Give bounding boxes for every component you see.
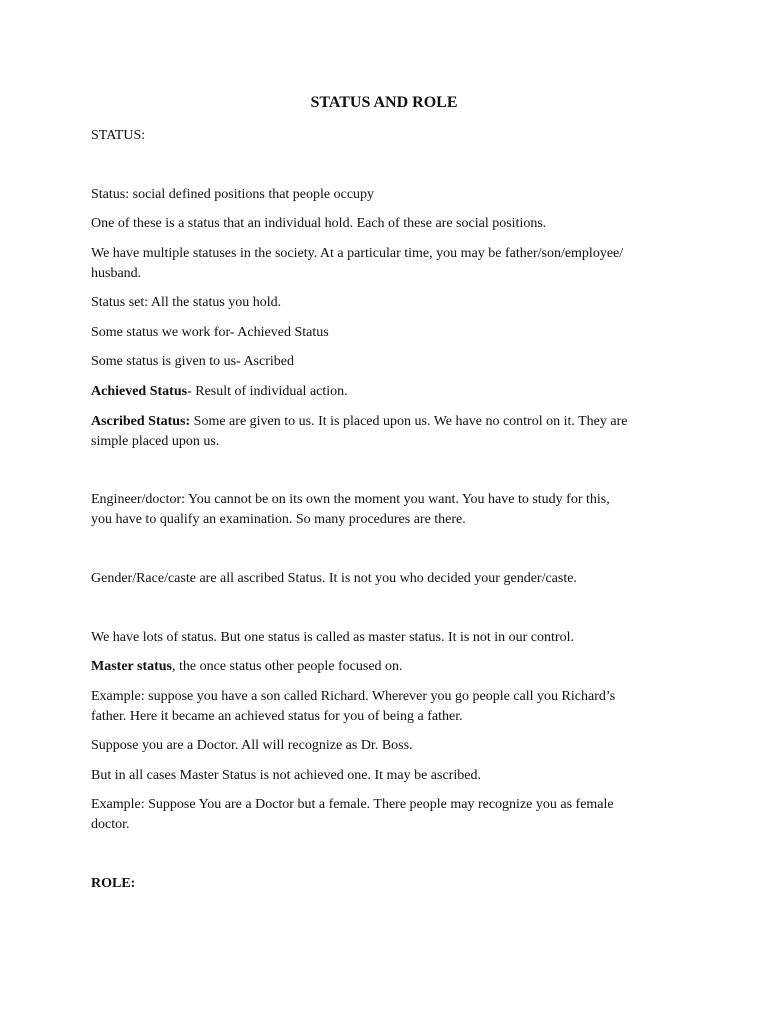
paragraph-engineer-doctor (91, 490, 681, 530)
status-heading: STATUS: (91, 128, 146, 143)
paragraph-line: Example: suppose you have a son called Richard. Wherever you go people call you Richard’s (91, 689, 616, 704)
paragraph-line: you have to qualify an examination. So many procedures are there. (91, 512, 466, 527)
paragraph-social-positions: One of these is a status that an individual hold. Each of these are social positions. (91, 216, 547, 231)
term-ascribed-status: Ascribed Status: (91, 414, 191, 429)
document-title: STATUS AND ROLE (310, 94, 458, 111)
paragraph-ascribed-intro: Some status is given to us- Ascribed (91, 354, 294, 369)
paragraph-master-status-ascribed: But in all cases Master Status is not achieved one. It may be ascribed. (91, 768, 481, 783)
paragraph-female-doctor-example (91, 795, 681, 835)
definition-text: - Result of individual action. (187, 384, 348, 399)
paragraph-master-status-intro: We have lots of status. But one status is called as master status. It is not in our control. (91, 630, 574, 645)
paragraph-master-status (91, 657, 681, 677)
paragraph-example-richard (91, 687, 681, 727)
paragraph-status-set: Status set: All the status you hold. (91, 295, 282, 310)
paragraph-achieved-status-intro: Some status we work for- Achieved Status (91, 325, 329, 340)
term-master-status: Master status (91, 659, 173, 674)
paragraph-line: We have multiple statuses in the society. At a particular time, you may be father/son/employee/ (91, 246, 624, 261)
paragraph-doctor-example: Suppose you are a Doctor. All will recognize as Dr. Boss. (91, 738, 413, 753)
paragraph-gender-race-caste: Gender/Race/caste are all ascribed Status. It is not you who decided your gender/caste. (91, 571, 577, 586)
term-achieved-status: Achieved Status (91, 384, 188, 399)
paragraph-line: father. Here it became an achieved status for you of being a father. (91, 709, 463, 724)
paragraph-line: doctor. (91, 817, 130, 832)
paragraph-line: simple placed upon us. (91, 434, 220, 449)
paragraph-line: Engineer/doctor: You cannot be on its own the moment you want. You have to study for this, (91, 492, 610, 507)
definition-text: Some are given to us. It is placed upon us. We have no control on it. They are (190, 414, 628, 429)
paragraph-line: husband. (91, 266, 142, 281)
definition-text: , the once status other people focused on. (172, 659, 403, 674)
paragraph-ascribed-status (91, 412, 681, 452)
paragraph-line: Example: Suppose You are a Doctor but a female. There people may recognize you as female (91, 797, 614, 812)
paragraph-multiple-statuses (91, 244, 681, 284)
role-heading: ROLE: (91, 876, 136, 891)
paragraph-status-definition: Status: social defined positions that people occupy (91, 187, 375, 202)
paragraph-achieved-status (91, 382, 681, 402)
